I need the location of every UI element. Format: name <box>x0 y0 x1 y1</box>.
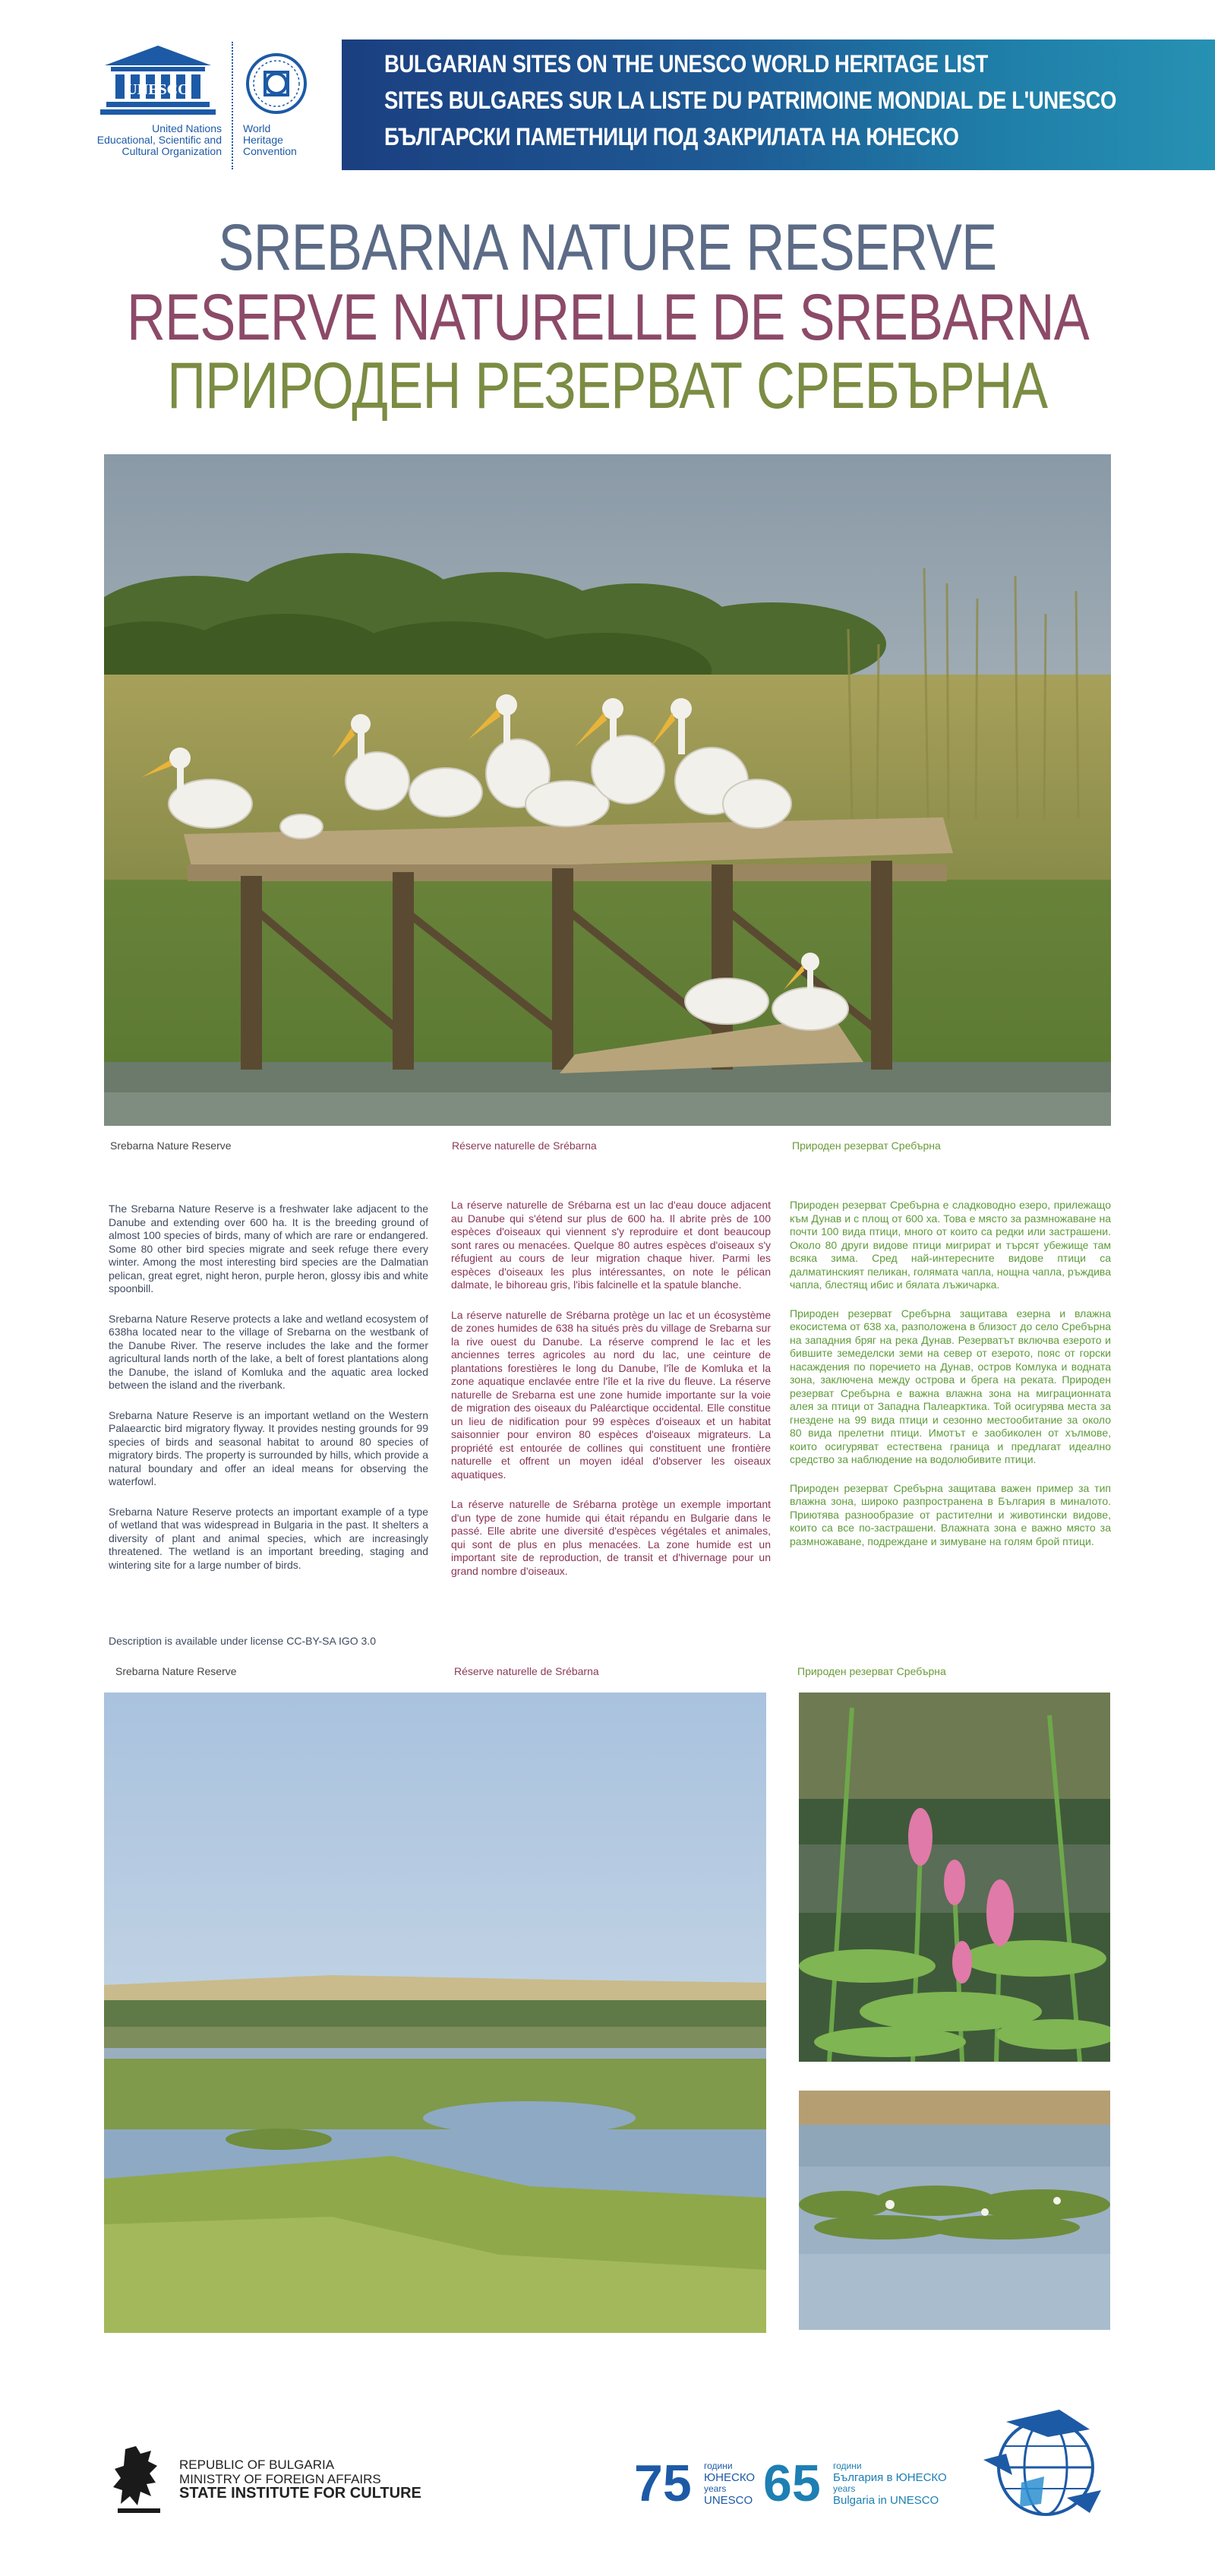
title-english <box>0 213 1215 283</box>
anniversary-65-number: 65 <box>763 2454 821 2512</box>
anniversary-65-line2: България в ЮНЕСКО <box>833 2471 947 2484</box>
unesco-caption-line: United Nations <box>152 122 222 134</box>
anniversary-65-line3: years <box>833 2483 856 2494</box>
anniversary-65-logo <box>763 2452 961 2513</box>
paragraph: Природен резерват Сребърна е сладководно езеро, прилежащо към Дунав и с площ от 600 ха. Това е място за размножаване на почти 100 вида птици, много от които са редки или застрашени. Около 80 други видове птици мигрират и търсят убежище там всяка зима. Сред най-интересните видове птици са далматинският пеликан, голямата чапла, нощна чапла, ръждива чапла, блестящ ибис и бялата лъжичарка. <box>790 1199 1111 1291</box>
anniversary-65-line4: Bulgaria in UNESCO <box>833 2494 939 2507</box>
paragraph: Srebarna Nature Reserve is an important wetland on the Western Palaearctic bird migratory flyway. It provides nesting grounds for 99 species of birds and seasonal habitat to around 80 species of migratory birds. The property is surrounded by hills, which provide a natural boundary and offer an ideal means for observing the waterfowl. <box>109 1408 428 1487</box>
wetland-landscape-photo <box>104 1693 766 2333</box>
unesco-caption-line: Cultural Organization <box>122 145 222 157</box>
paragraph: La réserve naturelle de Srébarna protège un exemple important d'un type de zone humide qui était répandu en Bulgarie dans le passé. Elle abrite une diversité d'espèces végétales et animales, qui sont de plus en plus menacées. La zone humide est un important site de reproduction, de transit et d'hivernage pour un grand nombre d'oiseaux. <box>451 1498 771 1577</box>
water-lilies-photo <box>799 2091 1110 2330</box>
institution-line: STATE INSTITUTE FOR CULTURE <box>179 2485 421 2502</box>
anniversary-75-logo <box>634 2452 763 2513</box>
header-band <box>342 40 1215 170</box>
caption-top-en: Srebarna Nature Reserve <box>110 1139 232 1152</box>
institution-line: MINISTRY OF FOREIGN AFFAIRS <box>179 2472 381 2486</box>
globe-logo <box>976 2407 1109 2521</box>
paragraph: Природен резерват Сребърна защитава езерна и влажна екосистема от 638 ха, разположена в близост до село Сребърна на западния бряг на река Дунав. Резерватът включва езерото и бившите земеделски земи на север от езерото, пояс от горски насаждения по поречието на Дунав, остров Комлука и водната зона, заключена между острова и брега на реката. Природен резерват Сребърна е важна влажна зона на миграционната алея за птици от Западна Палеарктика. Той осигурява места за гнездене на 99 вида птици и сезонно местообитание за около 80 вида прелетни птици. Имотът е заобиколен от хълмове, които осигуряват естествена граница и предлагат идеално средство за наблюдение на водолюбивите птици. <box>790 1307 1111 1465</box>
text-column-french <box>451 1199 771 1595</box>
band-line-fr: SITES BULGARES SUR LA LISTE DU PATRIMOINE MONDIAL DE L'UNESCO <box>384 87 1116 114</box>
text-column-bulgarian <box>790 1199 1111 1563</box>
world-heritage-emblem <box>245 52 308 115</box>
paragraph: La réserve naturelle de Srébarna est un lac d'eau douce adjacent au Danube qui s'étend sur plus de 600 ha. Il abrite près de 100 espèces d'oiseaux qui viennent s'y reproduire et dont beaucoup sont rares ou menacées. Quelque 80 autres espèces d'oiseaux s'y réfugient au cours de leur migration chaque hiver. Parmi les espèces d'oiseaux les plus intéressantes, on note le pélican dalmate, le bihoreau gris, l'ibis falcinelle et la spatule blanche. <box>451 1199 771 1291</box>
caption-bottom-en: Srebarna Nature Reserve <box>115 1665 237 1677</box>
anniversary-75-line4: UNESCO <box>704 2494 753 2507</box>
anniversary-75-number: 75 <box>634 2454 692 2512</box>
caption-top-fr: Réserve naturelle de Srébarna <box>452 1139 597 1152</box>
caption-bottom-bg: Природен резерват Сребърна <box>797 1665 946 1677</box>
unesco-logo-word: UNESCO <box>126 81 190 98</box>
license-note: Description is available under license CC-BY-SA IGO 3.0 <box>109 1635 376 1647</box>
unesco-caption-line: Educational, Scientific and <box>96 134 222 146</box>
paragraph: Srebarna Nature Reserve protects an important example of a type of wetland that was widespread in Bulgaria in the past. It shelters a diversity of plant and animal species, which are increasingly threatened. The wetland is an important breeding, staging and wintering site for a large number of birds. <box>109 1505 428 1571</box>
paragraph: La réserve naturelle de Srébarna protège un lac et un écosystème de zones humides de 638 ha situés près du village de Srebarna sur la rive ouest du Danube. La réserve comprend le lac et les anciennes terres agricoles au nord du lac, une ceinture de plantations forestières le long du Danube, l'île de Komluka et la zone aquatique enclavée entre l'île et la rive du fleuve. La réserve naturelle de Srebarna est une zone humide importante sur la voie de migration des oiseaux du Paléarctique occidental. Elle constitue un lieu de nidification pour 99 espèces d'oiseaux et un habitat saisonnier pour environ 80 espèces d'oiseaux migrateurs. La propriété est entourée de collines qui constituent une frontière naturelle et offrent un moyen idéal d'observer les oiseaux aquatiques. <box>451 1308 771 1481</box>
text-column-english <box>109 1203 428 1588</box>
knotweed-flowers-photo <box>799 1693 1110 2062</box>
institution-block <box>179 2457 421 2501</box>
title-bulgarian <box>0 351 1215 421</box>
paragraph: The Srebarna Nature Reserve is a freshwater lake adjacent to the Danube and extending over 600 ha. It is the breeding ground of almost 100 species of birds, many of which are rare or endangered. Some 80 other bird species migrate and seek refuge there every winter. Among the most interesting bird species are the Dalmatian pelican, great egret, night heron, purple heron, glossy ibis and white spoonbill. <box>109 1203 428 1294</box>
title-french-text: RESERVE NATURELLE DE SREBARNA <box>126 281 1089 354</box>
band-line-bg: БЪЛГАРСКИ ПАМЕТНИЦИ ПОД ЗАКРИЛАТА НА ЮНЕСКО <box>384 123 959 150</box>
paragraph: Природен резерват Сребърна защитава важен пример за тип влажна зона, широко разпространена в България в миналото. Приютява разнообразие от растителни и животински видове, които са все по-застрашени. Влажната зона е важно място за размножаване, подреждане и зимуване на голям брой птици. <box>790 1481 1111 1547</box>
caption-top-bg: Природен резерват Сребърна <box>792 1139 941 1152</box>
anniversary-75-line2: ЮНЕСКО <box>704 2471 756 2484</box>
band-line-en: BULGARIAN SITES ON THE UNESCO WORLD HERITAGE LIST <box>384 50 988 77</box>
whc-caption-line: World <box>243 122 271 134</box>
paragraph: Srebarna Nature Reserve protects a lake and wetland ecosystem of 638ha located near to the village of Srebarna on the westbank of the Danube River. The reserve includes the lake and the former agricultural lands north of the lake, a belt of forest plantations along the Danube, the island of Komluka and the aquatic area locked between the island and the riverbank. <box>109 1312 428 1391</box>
title-english-text: SREBARNA NATURE RESERVE <box>218 211 997 284</box>
title-bulgarian-text: ПРИРОДЕН РЕЗЕРВАТ СРЕБЪРНА <box>167 349 1048 422</box>
whc-caption-line: Heritage <box>243 134 283 146</box>
unesco-caption <box>91 123 222 157</box>
pelicans-photo <box>104 454 1111 1126</box>
title-french <box>0 283 1215 352</box>
whc-caption <box>243 123 334 157</box>
caption-bottom-fr: Réserve naturelle de Srébarna <box>454 1665 599 1677</box>
anniversary-75-line3: years <box>704 2483 727 2494</box>
institution-line: REPUBLIC OF BULGARIA <box>179 2457 335 2472</box>
anniversary-65-line1: години <box>833 2461 862 2471</box>
header-divider <box>232 42 233 169</box>
whc-caption-line: Convention <box>243 145 297 157</box>
anniversary-75-line1: години <box>704 2461 733 2471</box>
bulgarian-lion-emblem <box>110 2443 168 2516</box>
unesco-logo <box>97 44 226 116</box>
